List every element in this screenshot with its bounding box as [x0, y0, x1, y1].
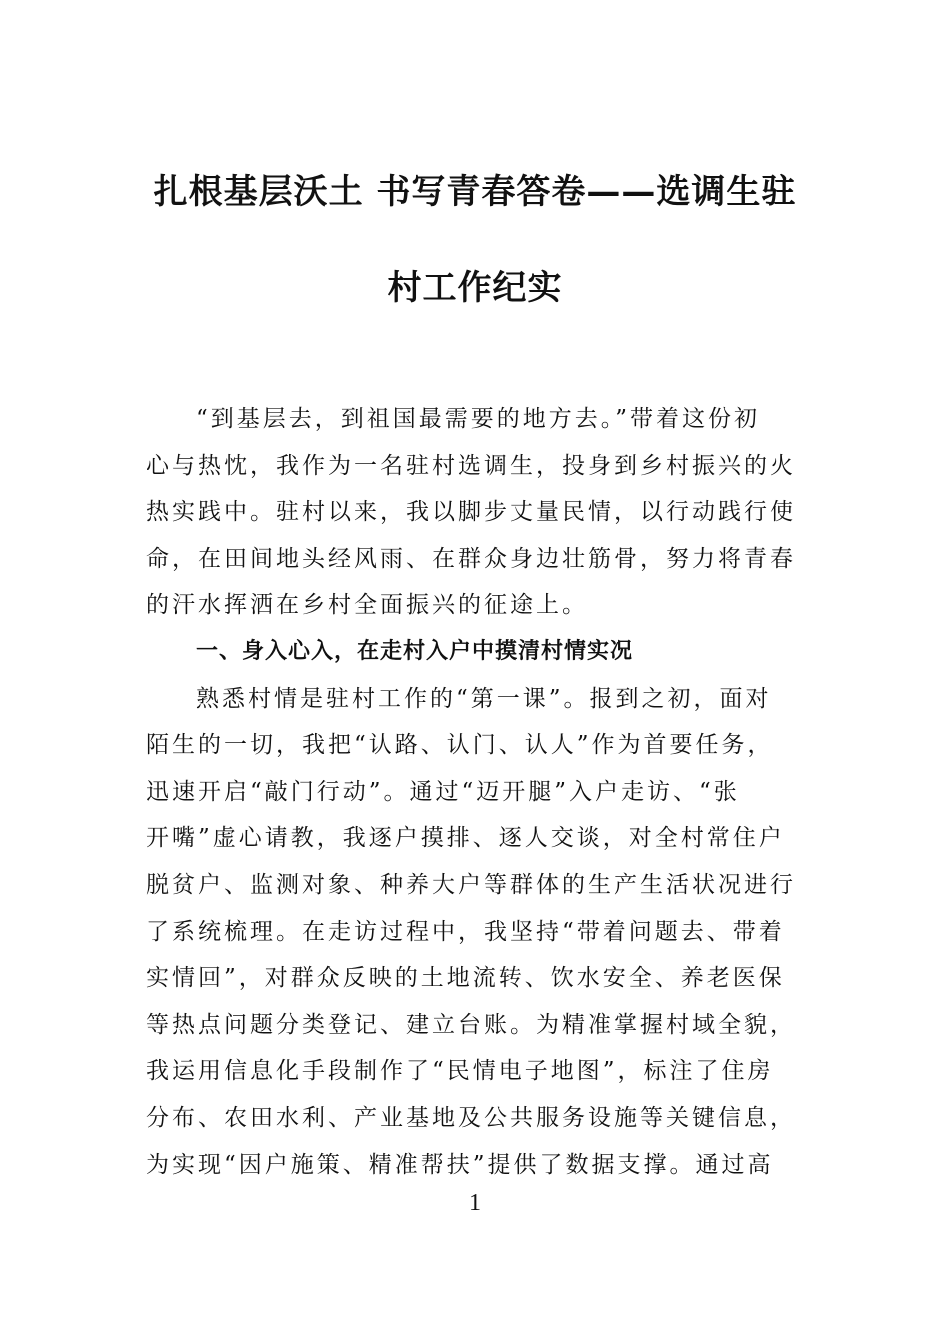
page-number: 1 — [469, 1190, 481, 1216]
paragraph-line: 分布、农田水利、产业基地及公共服务设施等关键信息， — [146, 1105, 796, 1131]
paragraph-line: 实情回”，对群众反映的土地流转、饮水安全、养老医保 — [146, 965, 785, 992]
section-heading: 一、身入心入，在走村入户中摸清村情实况 — [196, 639, 634, 664]
paragraph-line: 我运用信息化手段制作了“民情电子地图”，标注了住房 — [146, 1058, 774, 1085]
paragraph-line: 了系统梳理。在走访过程中，我坚持“带着问题去、带着 — [146, 918, 785, 945]
paragraph-line: 热实践中。驻村以来，我以脚步丈量民情，以行动践行使 — [146, 499, 796, 526]
document-title-line-2: 村工作纪实 — [387, 268, 563, 308]
document-title-line-1: 扎根基层沃土 书写青春答卷——选调生驻 — [153, 172, 797, 212]
paragraph-line: 心与热忱，我作为一名驻村选调生，投身到乡村振兴的火 — [146, 452, 796, 479]
paragraph-line: “到基层去，到祖国最需要的地方去。”带着这份初 — [196, 406, 761, 432]
paragraph-line: 脱贫户、监测对象、种养大户等群体的生产生活状况进行 — [146, 872, 796, 898]
paragraph-line: 熟悉村情是驻村工作的“第一课”。报到之初，面对 — [196, 685, 772, 712]
paragraph-line: 陌生的一切，我把“认路、认门、认人”作为首要任务， — [146, 732, 774, 759]
paragraph-line: 命，在田间地头经风雨、在群众身边壮筋骨，努力将青春 — [146, 545, 796, 572]
paragraph-line: 等热点问题分类登记、建立台账。为精准掌握村域全貌， — [146, 1011, 796, 1038]
paragraph-line: 开嘴”虚心请教，我逐户摸排、逐人交谈，对全村常住户 — [146, 825, 785, 852]
paragraph-line: 为实现“因户施策、精准帮扶”提供了数据支撑。通过高 — [146, 1151, 774, 1178]
paragraph-line: 的汗水挥洒在乡村全面振兴的征途上。 — [146, 592, 588, 619]
paragraph-line: 迅速开启“敲门行动”。通过“迈开腿”入户走访、“张 — [146, 778, 740, 805]
